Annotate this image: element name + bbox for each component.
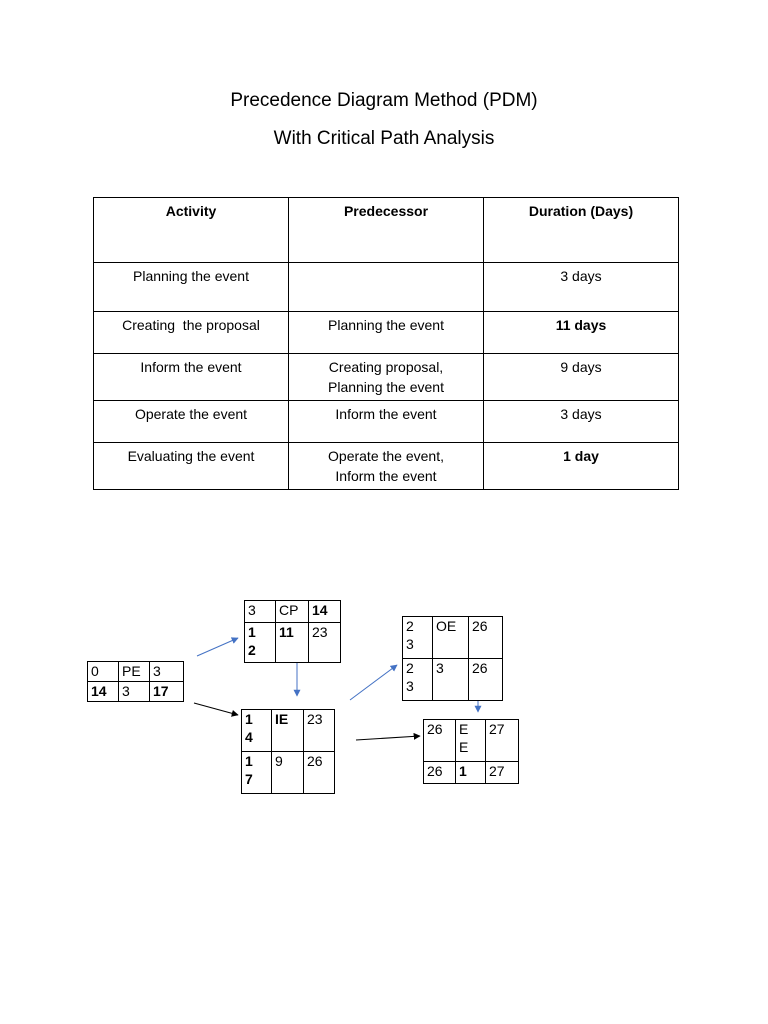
table-row <box>94 263 679 312</box>
pe-early-start: 0 <box>88 662 119 682</box>
ee-name-value: EE <box>459 721 469 755</box>
cell-activity: Evaluating the event <box>94 443 289 490</box>
cell-duration: 11 days <box>484 312 679 354</box>
cell-predecessor <box>289 263 484 312</box>
oe-name: OE <box>433 617 469 659</box>
cp-late-start-value: 12 <box>248 624 256 658</box>
ie-early-finish: 23 <box>304 710 335 752</box>
header-duration: Duration (Days) <box>484 198 679 263</box>
cell-activity: Planning the event <box>94 263 289 312</box>
header-activity: Activity <box>94 198 289 263</box>
oe-early-start-value: 23 <box>406 618 414 652</box>
table-row <box>94 312 679 354</box>
cell-predecessor: Inform the event <box>289 401 484 443</box>
cp-duration: 11 <box>276 623 309 663</box>
ee-name <box>456 720 486 762</box>
title-line-1: Precedence Diagram Method (PDM) <box>230 90 538 111</box>
ee-early-finish: 27 <box>486 720 519 762</box>
oe-late-finish: 26 <box>469 659 503 701</box>
cell-predecessor: Planning the event <box>289 312 484 354</box>
node-cp <box>244 600 341 663</box>
cp-late-start <box>245 623 276 663</box>
arrow-pe-to-cp <box>197 638 238 656</box>
pe-early-finish: 3 <box>150 662 184 682</box>
pe-duration: 3 <box>119 682 150 702</box>
ee-late-finish: 27 <box>486 762 519 784</box>
table-row <box>94 401 679 443</box>
pe-late-start: 14 <box>88 682 119 702</box>
ee-early-start: 26 <box>424 720 456 762</box>
cell-duration: 3 days <box>484 401 679 443</box>
node-ee <box>423 719 519 784</box>
cell-predecessor: Operate the event, Inform the event <box>289 443 484 490</box>
title-line-2: With Critical Path Analysis <box>273 128 495 149</box>
node-ie <box>241 709 335 794</box>
cell-predecessor: Creating proposal, Planning the event <box>289 354 484 401</box>
ee-late-start: 26 <box>424 762 456 784</box>
ie-name: IE <box>272 710 304 752</box>
table-row <box>94 443 679 490</box>
cell-duration: 3 days <box>484 263 679 312</box>
cell-duration: 1 day <box>484 443 679 490</box>
cell-activity: Operate the event <box>94 401 289 443</box>
activity-table <box>93 197 679 490</box>
oe-early-finish: 26 <box>469 617 503 659</box>
ie-early-start <box>242 710 272 752</box>
oe-early-start <box>403 617 433 659</box>
arrow-ie-to-ee <box>356 736 420 740</box>
cell-duration: 9 days <box>484 354 679 401</box>
arrow-ie-to-oe <box>350 665 397 700</box>
pe-name: PE <box>119 662 150 682</box>
node-pe <box>87 661 184 702</box>
cp-early-finish: 14 <box>309 601 341 623</box>
ie-duration: 9 <box>272 752 304 794</box>
oe-late-start <box>403 659 433 701</box>
table-header-row <box>94 198 679 263</box>
ee-duration: 1 <box>456 762 486 784</box>
node-oe <box>402 616 503 701</box>
cp-name: CP <box>276 601 309 623</box>
oe-late-start-value: 23 <box>406 660 414 694</box>
ie-late-finish: 26 <box>304 752 335 794</box>
header-predecessor: Predecessor <box>289 198 484 263</box>
ie-late-start <box>242 752 272 794</box>
table-row <box>94 354 679 401</box>
arrow-pe-to-ie <box>194 703 238 715</box>
cp-late-finish: 23 <box>309 623 341 663</box>
cp-early-start: 3 <box>245 601 276 623</box>
cell-activity: Creating the proposal <box>94 312 289 354</box>
cell-activity: Inform the event <box>94 354 289 401</box>
oe-duration: 3 <box>433 659 469 701</box>
ie-late-start-value: 17 <box>245 753 253 787</box>
pe-late-finish: 17 <box>150 682 184 702</box>
ie-early-start-value: 14 <box>245 711 253 745</box>
